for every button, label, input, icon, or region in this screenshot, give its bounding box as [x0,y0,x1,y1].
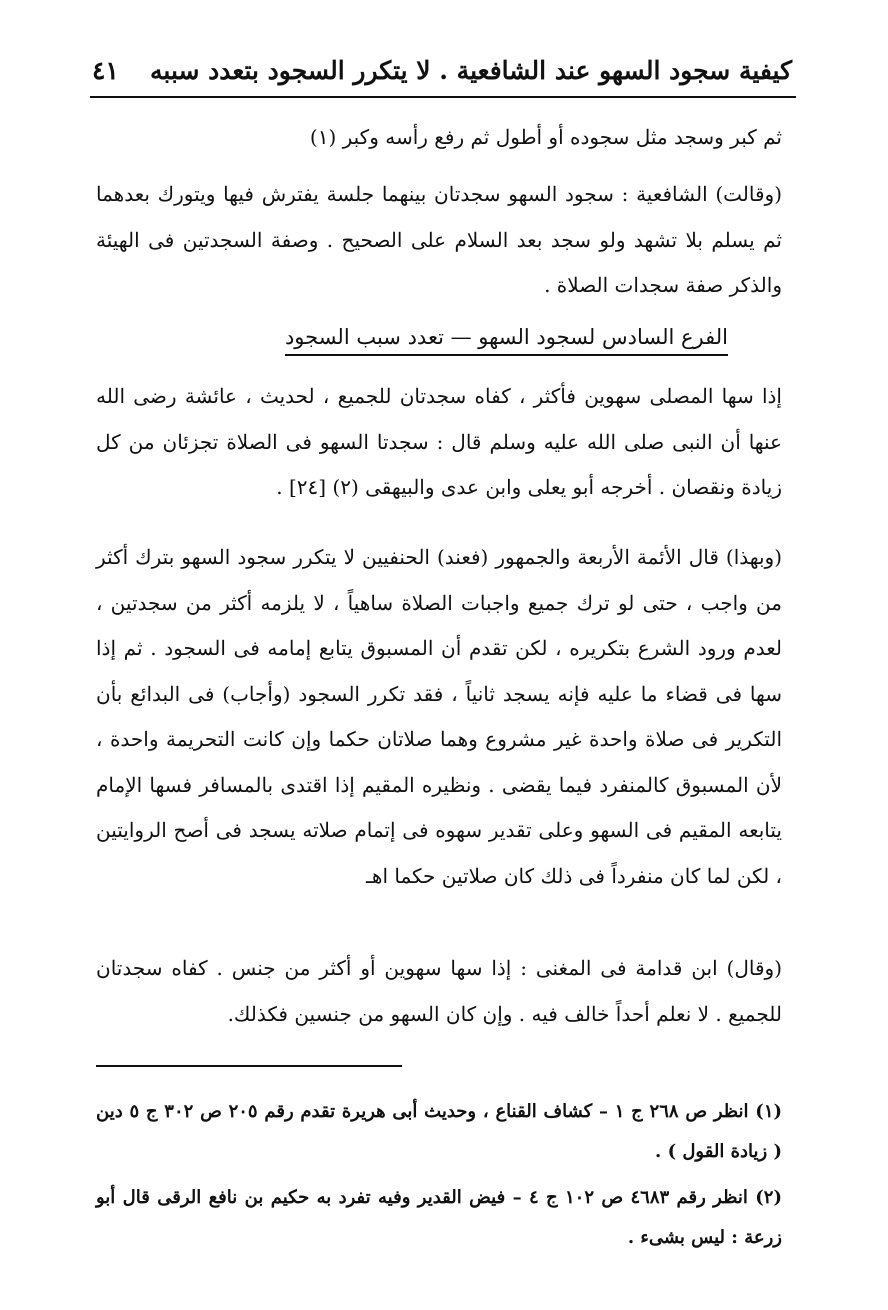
header-title: كيفية سجود السهو عند الشافعية . لا يتكرر السجود بتعدد سببه [150,55,792,85]
footnote-1: (١) انظر ص ٢٦٨ ج ١ – كشاف القناع ، وحديث أبى هريرة تقدم رقم ٢٠٥ ص ٣٠٢ ج ٥ دين ( زيادة القول ) . [96,1101,783,1162]
section-heading: الفرع السادس لسجود السهو — تعدد سبب السجود [285,325,728,356]
paragraph-4: (وبهذا) قال الأئمة الأربعة والجمهور (فعند) الحنفيين لا يتكرر سجود السهو بترك أكثر من واجب ، حتى لو ترك جميع واجبات الصلاة ساهياً ، لا يلزمه أكثر من سجدتين ، لعدم ورود الشرع بتكريره ، لكن تقدم أن المسبوق يتابع إمامه فى السجود . ثم إذا سها فى قضاء ما عليه فإنه يسجد ثانياً ، فقد تكرر السجود (وأجاب) فى البدائع بأن التكرير فى صلاة واحدة غير مشروع وهما صلاتان حكما وإن كانت التحريمة واحدة ، لأن المسبوق كالمنفرد فيما يقضى . ونظيره المقيم إذا اقتدى بالمسافر فسها الإمام يتابعه المقيم فى السهو وعلى تقدير سهوه فى إتمام صلاته يسجد فى أصح الروايتين ، لكن لما كان منفرداً فى ذلك كان صلاتين حكما اهـ [96,545,782,888]
header-rule [90,96,796,98]
paragraph-5: (وقال) ابن قدامة فى المغنى : إذا سها سهوين أو أكثر من جنس . كفاه سجدتان للجميع . لا نعلم أحداً خالف فيه . وإن كان السهو من جنسين فكذلك. [96,956,782,1026]
footnote-rule [96,1065,402,1067]
paragraph-2: (وقالت) الشافعية : سجود السهو سجدتان بينهما جلسة يفترش فيها ويتورك بعدهما ثم يسلم بلا تشهد ولو سجد بعد السلام على الصحيح . وصفة السجدتين فى الهيئة والذكر صفة سجدات الصلاة . [96,182,782,297]
running-header [92,48,792,92]
paragraph-3: إذا سها المصلى سهوين فأكثر ، كفاه سجدتان للجميع ، لحديث ، عائشة رضى الله عنها أن النبى صلى الله عليه وسلم قال : سجدتا السهو فى الصلاة تجزئان من كل زيادة ونقصان . أخرجه أبو يعلى وابن عدى والبيهقى (٢) [٢٤] . [96,384,782,499]
footnotes [96,1092,782,1264]
page-number: ٤١ [92,55,119,85]
paragraph-1: ثم كبر وسجد مثل سجوده أو أطول ثم رفع رأسه وكبر (١) [309,125,782,149]
footnote-2: (٢) انظر رقم ٤٦٨٣ ص ١٠٢ ج ٤ – فيض القدير وفيه تفرد به حكيم بن نافع الرقى قال أبو زرعة : ليس بشىء . [96,1187,782,1248]
